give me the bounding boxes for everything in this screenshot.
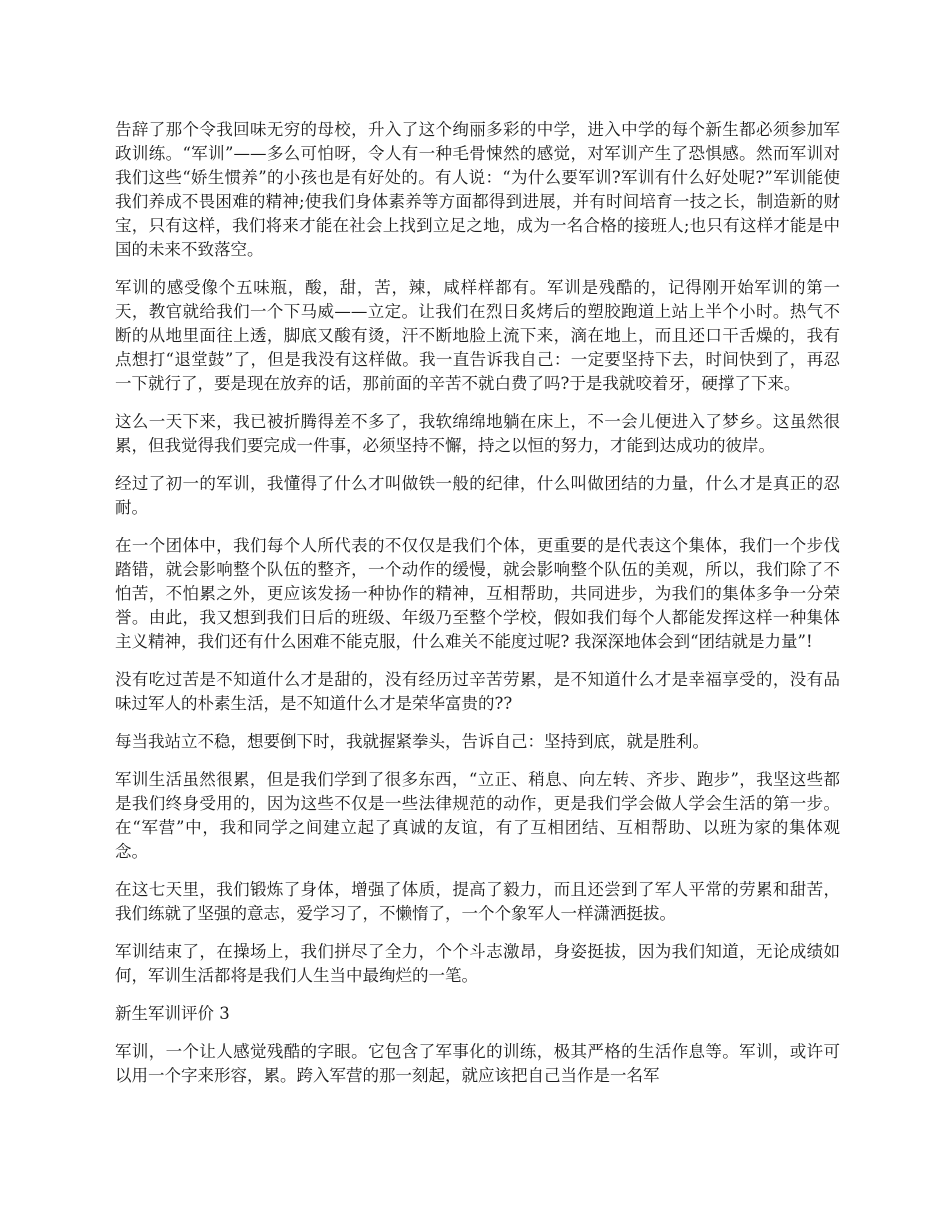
- paragraph-1: 告辞了那个令我回味无穷的母校，升入了这个绚丽多彩的中学，进入中学的每个新生都必须参加军政训练。“军训”——多么可怕呀，令人有一种毛骨悚然的感觉，对军训产生了恐惧感。然而军训对我们这些“娇生惯养”的小孩也是有好处的。有人说：“为什么要军训?军训有什么好处呢?”军训能使我们养成不畏困难的精神;使我们身体素养等方面都得到进展，并有时间培育一技之长，制造新的财宝，只有这样，我们将来才能在社会上找到立足之地，成为一名合格的接班人;也只有这样才能是中国的未来不致落空。: [115, 120, 840, 259]
- paragraph-final: 军训，一个让人感觉残酷的字眼。它包含了军事化的训练，极其严格的生活作息等。军训，或许可以用一个字来形容，累。跨入军营的那一刻起，就应该把自己当作是一名军: [115, 1042, 840, 1085]
- paragraph-2: 军训的感受像个五味瓶，酸，甜，苦，辣，咸样样都有。军训是残酷的，记得刚开始军训的第一天，教官就给我们一个下马威——立定。让我们在烈日炙烤后的塑胶跑道上站上半个小时。热气不断的从地里面往上透，脚底又酸有烫，汗不断地脸上流下来，滴在地上，而且还口干舌燥的，我有点想打“退堂鼓”了，但是我没有这样做。我一直告诉我自己：一定要坚持下去，时间快到了，再忍一下就行了，要是现在放弃的话，那前面的辛苦不就白费了吗?于是我就咬着牙，硬撑了下来。: [115, 278, 840, 393]
- paragraph-6: 没有吃过苦是不知道什么才是甜的，没有经历过辛苦劳累，是不知道什么才是幸福享受的，没有品味过军人的朴素生活，是不知道什么才是荣华富贵的??: [115, 670, 840, 713]
- paragraph-9: 在这七天里，我们锻炼了身体，增强了体质，提高了毅力，而且还尝到了军人平常的劳累和甜苦，我们练就了坚强的意志，爱学习了，不懒惰了，一个个象军人一样潇洒挺拔。: [115, 880, 840, 923]
- paragraph-10: 军训结束了，在操场上，我们拼尽了全力，个个斗志激昂，身姿挺拔，因为我们知道，无论成绩如何，军训生活都将是我们人生当中最绚烂的一笔。: [115, 942, 840, 985]
- paragraph-7: 每当我站立不稳，想要倒下时，我就握紧拳头，告诉自己：坚持到底，就是胜利。: [115, 732, 709, 751]
- paragraph-5: 在一个团体中，我们每个人所代表的不仅仅是我们个体，更重要的是代表这个集体，我们一个步伐踏错，就会影响整个队伍的整齐，一个动作的缓慢，就会影响整个队伍的美观，所以，我们除了不怕苦，不怕累之外，更应该发扬一种协作的精神，互相帮助，共同进步，为我们的集体多争一分荣誉。由此，我又想到我们日后的班级、年级乃至整个学校，假如我们每个人都能发挥这样一种集体主义精神，我们还有什么困难不能克服，什么难关不能度过呢? 我深深地体会到“团结就是力量”!: [115, 536, 840, 651]
- document-page: [115, 118, 840, 1102]
- paragraph-8: 军训生活虽然很累，但是我们学到了很多东西，“立正、稍息、向左转、齐步、跑步”，我坚这些都是我们终身受用的，因为这些不仅是一些法律规范的动作，更是我们学会做人学会生活的第一步。在“军营”中，我和同学之间建立起了真诚的友谊，有了互相团结、互相帮助、以班为家的集体观念。: [115, 770, 840, 861]
- paragraph-4: 经过了初一的军训，我懂得了什么才叫做铁一般的纪律，什么叫做团结的力量，什么才是真正的忍耐。: [115, 474, 840, 517]
- paragraph-3: 这么一天下来，我已被折腾得差不多了，我软绵绵地躺在床上，不一会儿便进入了梦乡。这虽然很累，但我觉得我们要完成一件事，必须坚持不懈，持之以恒的努力，才能到达成功的彼岸。: [115, 412, 840, 455]
- section-heading: 新生军训评价 3: [115, 1004, 230, 1023]
